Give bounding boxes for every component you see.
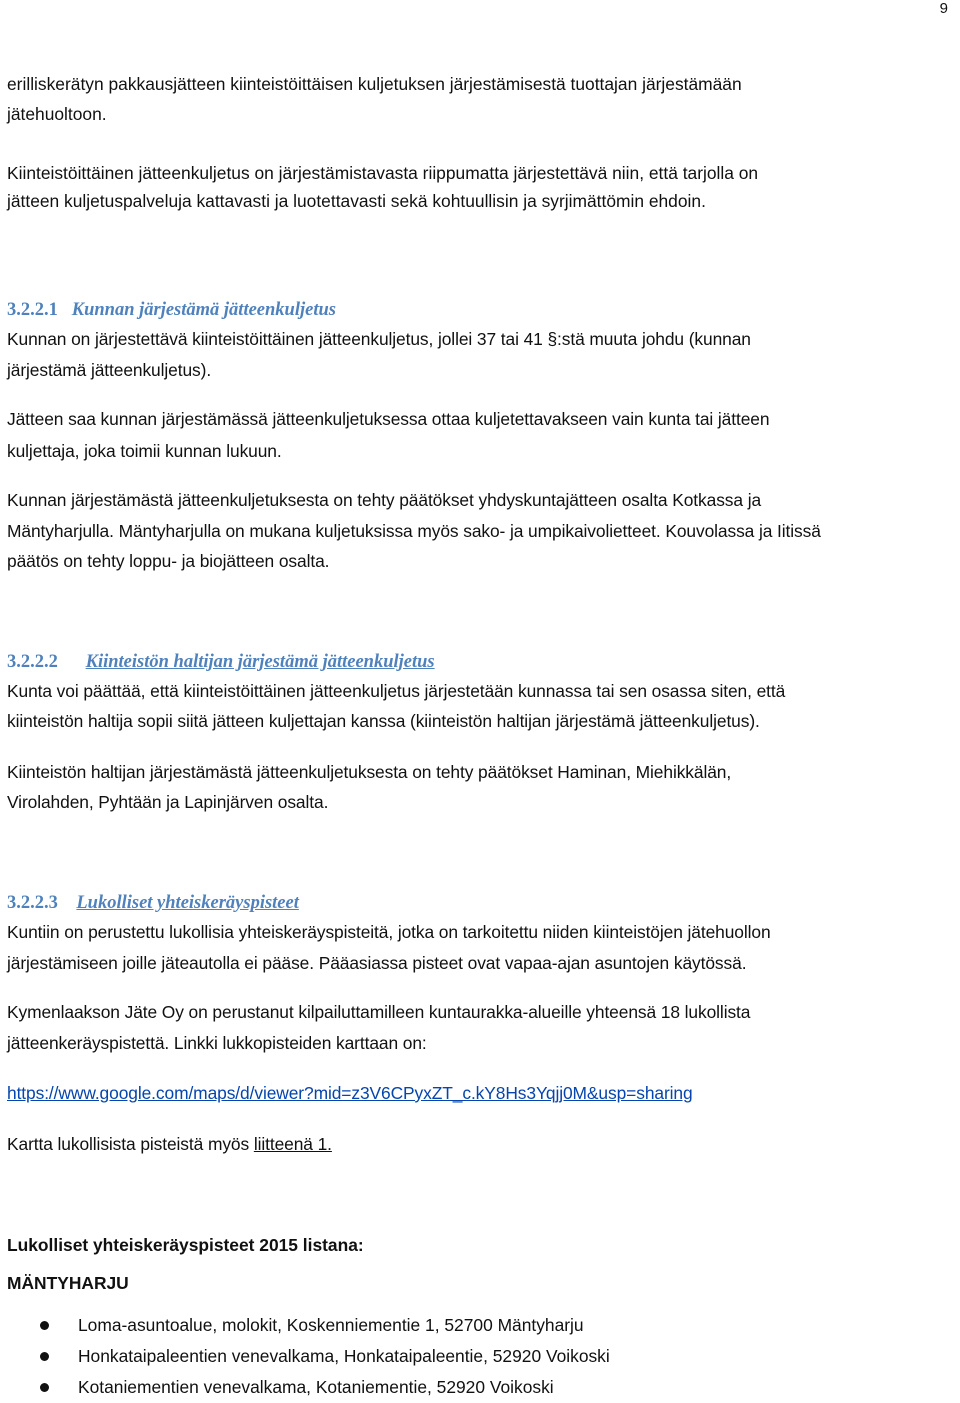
paragraph-line: Kuntiin on perustettu lukollisia yhteiskeräyspisteitä, jotka on tarkoitettu niiden kiinteistöjen jätehuollon <box>7 922 771 942</box>
paragraph-line: kiinteistön haltija sopii siitä jätteen kuljettajan kanssa (kiinteistön haltijan järjestämä jätteenkuljetus). <box>7 711 760 731</box>
collection-point-list <box>0 1310 610 1403</box>
map-link[interactable]: https://www.google.com/maps/d/viewer?mid=z3V6CPyxZT_c.kY8Hs3Yqjj0M&usp=sharing <box>7 1083 693 1103</box>
paragraph-line: erilliskerätyn pakkausjätteen kiinteistöittäisen kuljetuksen järjestämisestä tuottajan järjestämään <box>7 74 742 94</box>
section-title: Kunnan järjestämä jätteenkuljetus <box>71 300 336 320</box>
paragraph-line: Kunnan on järjestettävä kiinteistöittäinen jätteenkuljetus, jollei 37 tai 41 §:stä muuta johdu (kunnan <box>7 329 751 349</box>
paragraph-line: päätös on tehty loppu- ja biojätteen osalta. <box>7 551 330 571</box>
list-item-text: Loma-asuntoalue, molokit, Koskenniementie 1, 52700 Mäntyharju <box>78 1315 584 1335</box>
section-number: 3.2.2.1 <box>7 300 58 320</box>
paragraph-line: Jätteen saa kunnan järjestämässä jätteenkuljetuksessa ottaa kuljetettavakseen vain kunta tai jätteen <box>7 409 770 429</box>
paragraph-line: Virolahden, Pyhtään ja Lapinjärven osalta. <box>7 792 329 812</box>
paragraph-line: Kymenlaakson Jäte Oy on perustanut kilpailuttamilleen kuntaurakka-alueille yhteensä 18 lukollista <box>7 1002 751 1022</box>
paragraph-line: Mäntyharjulla. Mäntyharjulla on mukana kuljetuksissa myös sako- ja umpikaivolietteet. Kouvolassa ja Iitissä <box>7 521 821 541</box>
paragraph-line: jätteenkeräyspistettä. Linkki lukkopisteiden karttaan on: <box>7 1033 427 1053</box>
paragraph-line: Kiinteistöittäinen jätteenkuljetus on järjestämistavasta riippumatta järjestettävä niin, että tarjolla on <box>7 163 759 183</box>
paragraph-line: Kunnan järjestämästä jätteenkuljetuksesta on tehty päätökset yhdyskuntajätteen osalta Kotkassa ja <box>7 490 762 510</box>
appendix-text: Kartta lukollisista pisteistä myös <box>7 1134 254 1154</box>
paragraph-line: Kiinteistön haltijan järjestämästä jätteenkuljetuksesta on tehty päätökset Haminan, Miehikkälän, <box>7 762 732 782</box>
list-item-text: Kotaniementien venevalkama, Kotaniementie, 52920 Voikoski <box>78 1377 554 1397</box>
section-number: 3.2.2.2 <box>7 652 58 672</box>
paragraph-line <box>7 1130 332 1159</box>
paragraph-line: jätehuoltoon. <box>7 104 107 124</box>
section-title: Kiinteistön haltijan järjestämä jätteenkuljetus <box>85 652 435 672</box>
list-item <box>0 1372 610 1403</box>
list-heading: Lukolliset yhteiskeräyspisteet 2015 listana: <box>7 1235 364 1255</box>
paragraph-line: Kunta voi päättää, että kiinteistöittäinen jätteenkuljetus järjestetään kunnassa tai sen osassa siten, että <box>7 681 786 701</box>
paragraph-line: kuljettaja, joka toimii kunnan lukuun. <box>7 441 282 461</box>
bullet-icon <box>40 1321 49 1330</box>
section-heading-3-2-2-1 <box>7 295 336 325</box>
paragraph-line: järjestämiseen joille jäteautolla ei pääse. Pääasiassa pisteet ovat vapaa-ajan asuntojen käytössä. <box>7 953 747 973</box>
section-heading-3-2-2-3 <box>7 888 299 918</box>
municipality-heading: MÄNTYHARJU <box>7 1273 129 1293</box>
list-item <box>0 1341 610 1372</box>
list-item <box>0 1310 610 1341</box>
section-heading-3-2-2-2 <box>7 647 435 677</box>
bullet-icon <box>40 1352 49 1361</box>
bullet-icon <box>40 1383 49 1392</box>
section-title: Lukolliset yhteiskeräyspisteet <box>76 893 299 913</box>
list-item-text: Honkataipaleentien venevalkama, Honkataipaleentie, 52920 Voikoski <box>78 1346 610 1366</box>
appendix-link[interactable]: liitteenä 1. <box>253 1134 332 1154</box>
page-number: 9 <box>939 0 948 17</box>
map-link-line <box>7 1079 693 1108</box>
section-number: 3.2.2.3 <box>7 893 58 913</box>
paragraph-line: järjestämä jätteenkuljetus). <box>7 360 212 380</box>
paragraph-line: jätteen kuljetuspalveluja kattavasti ja luotettavasti sekä kohtuullisin ja syrjimättömin ehdoin. <box>7 191 706 211</box>
